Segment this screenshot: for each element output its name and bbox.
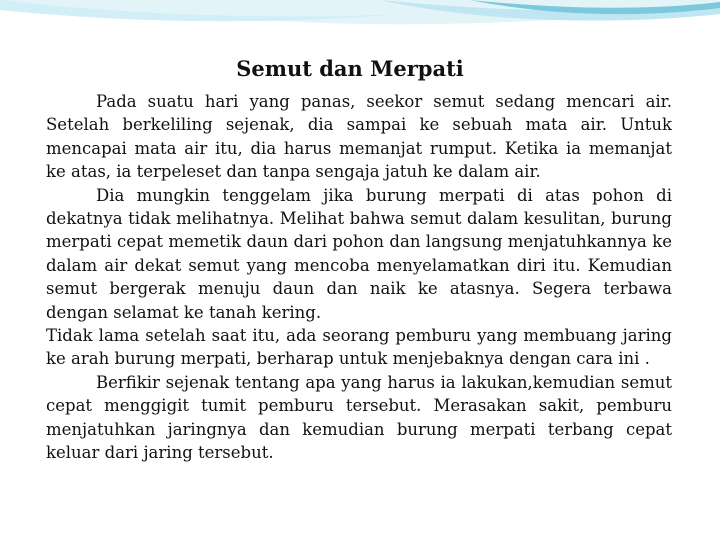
page-title: Semut dan Merpati (236, 56, 464, 81)
story-paragraph-4: Berfikir sejenak tentang apa yang harus ia lakukan,kemudian semut cepat menggigit tumit pemburu tersebut. Merasakan sakit, pemburu menjatuhkan jaringnya dan kemudian burung merpati terbang cepat keluar dari jaring tersebut. (46, 372, 672, 463)
story-paragraph-2: Dia mungkin tenggelam jika burung merpati di atas pohon di dekatnya tidak melihatnya. Melihat bahwa semut dalam kesulitan, burung merpati cepat memetik daun dari pohon dan langsung menjatuhkannya ke dalam air dekat semut yang mencoba menyelamatkan diri itu. Kemudian semut bergerak menuju daun dan naik ke atasnya. Segera terbawa dengan selamat ke tanah kering. (46, 185, 672, 322)
story-paragraph-1: Pada suatu hari yang panas, seekor semut sedang mencari air. Setelah berkeliling sejenak, dia sampai ke sebuah mata air. Untuk mencapai mata air itu, dia harus memanjat rumput. Ketika ia memanjat ke atas, ia terpeleset dan tanpa sengaja jatuh ke dalam air. (46, 92, 672, 182)
story-paragraph-3: Tidak lama setelah saat itu, ada seorang pemburu yang membuang jaring ke arah burung merpati, berharap untuk menjebaknya dengan cara ini . (46, 326, 672, 369)
decorative-swoosh (0, 0, 720, 60)
story-body (46, 90, 672, 465)
